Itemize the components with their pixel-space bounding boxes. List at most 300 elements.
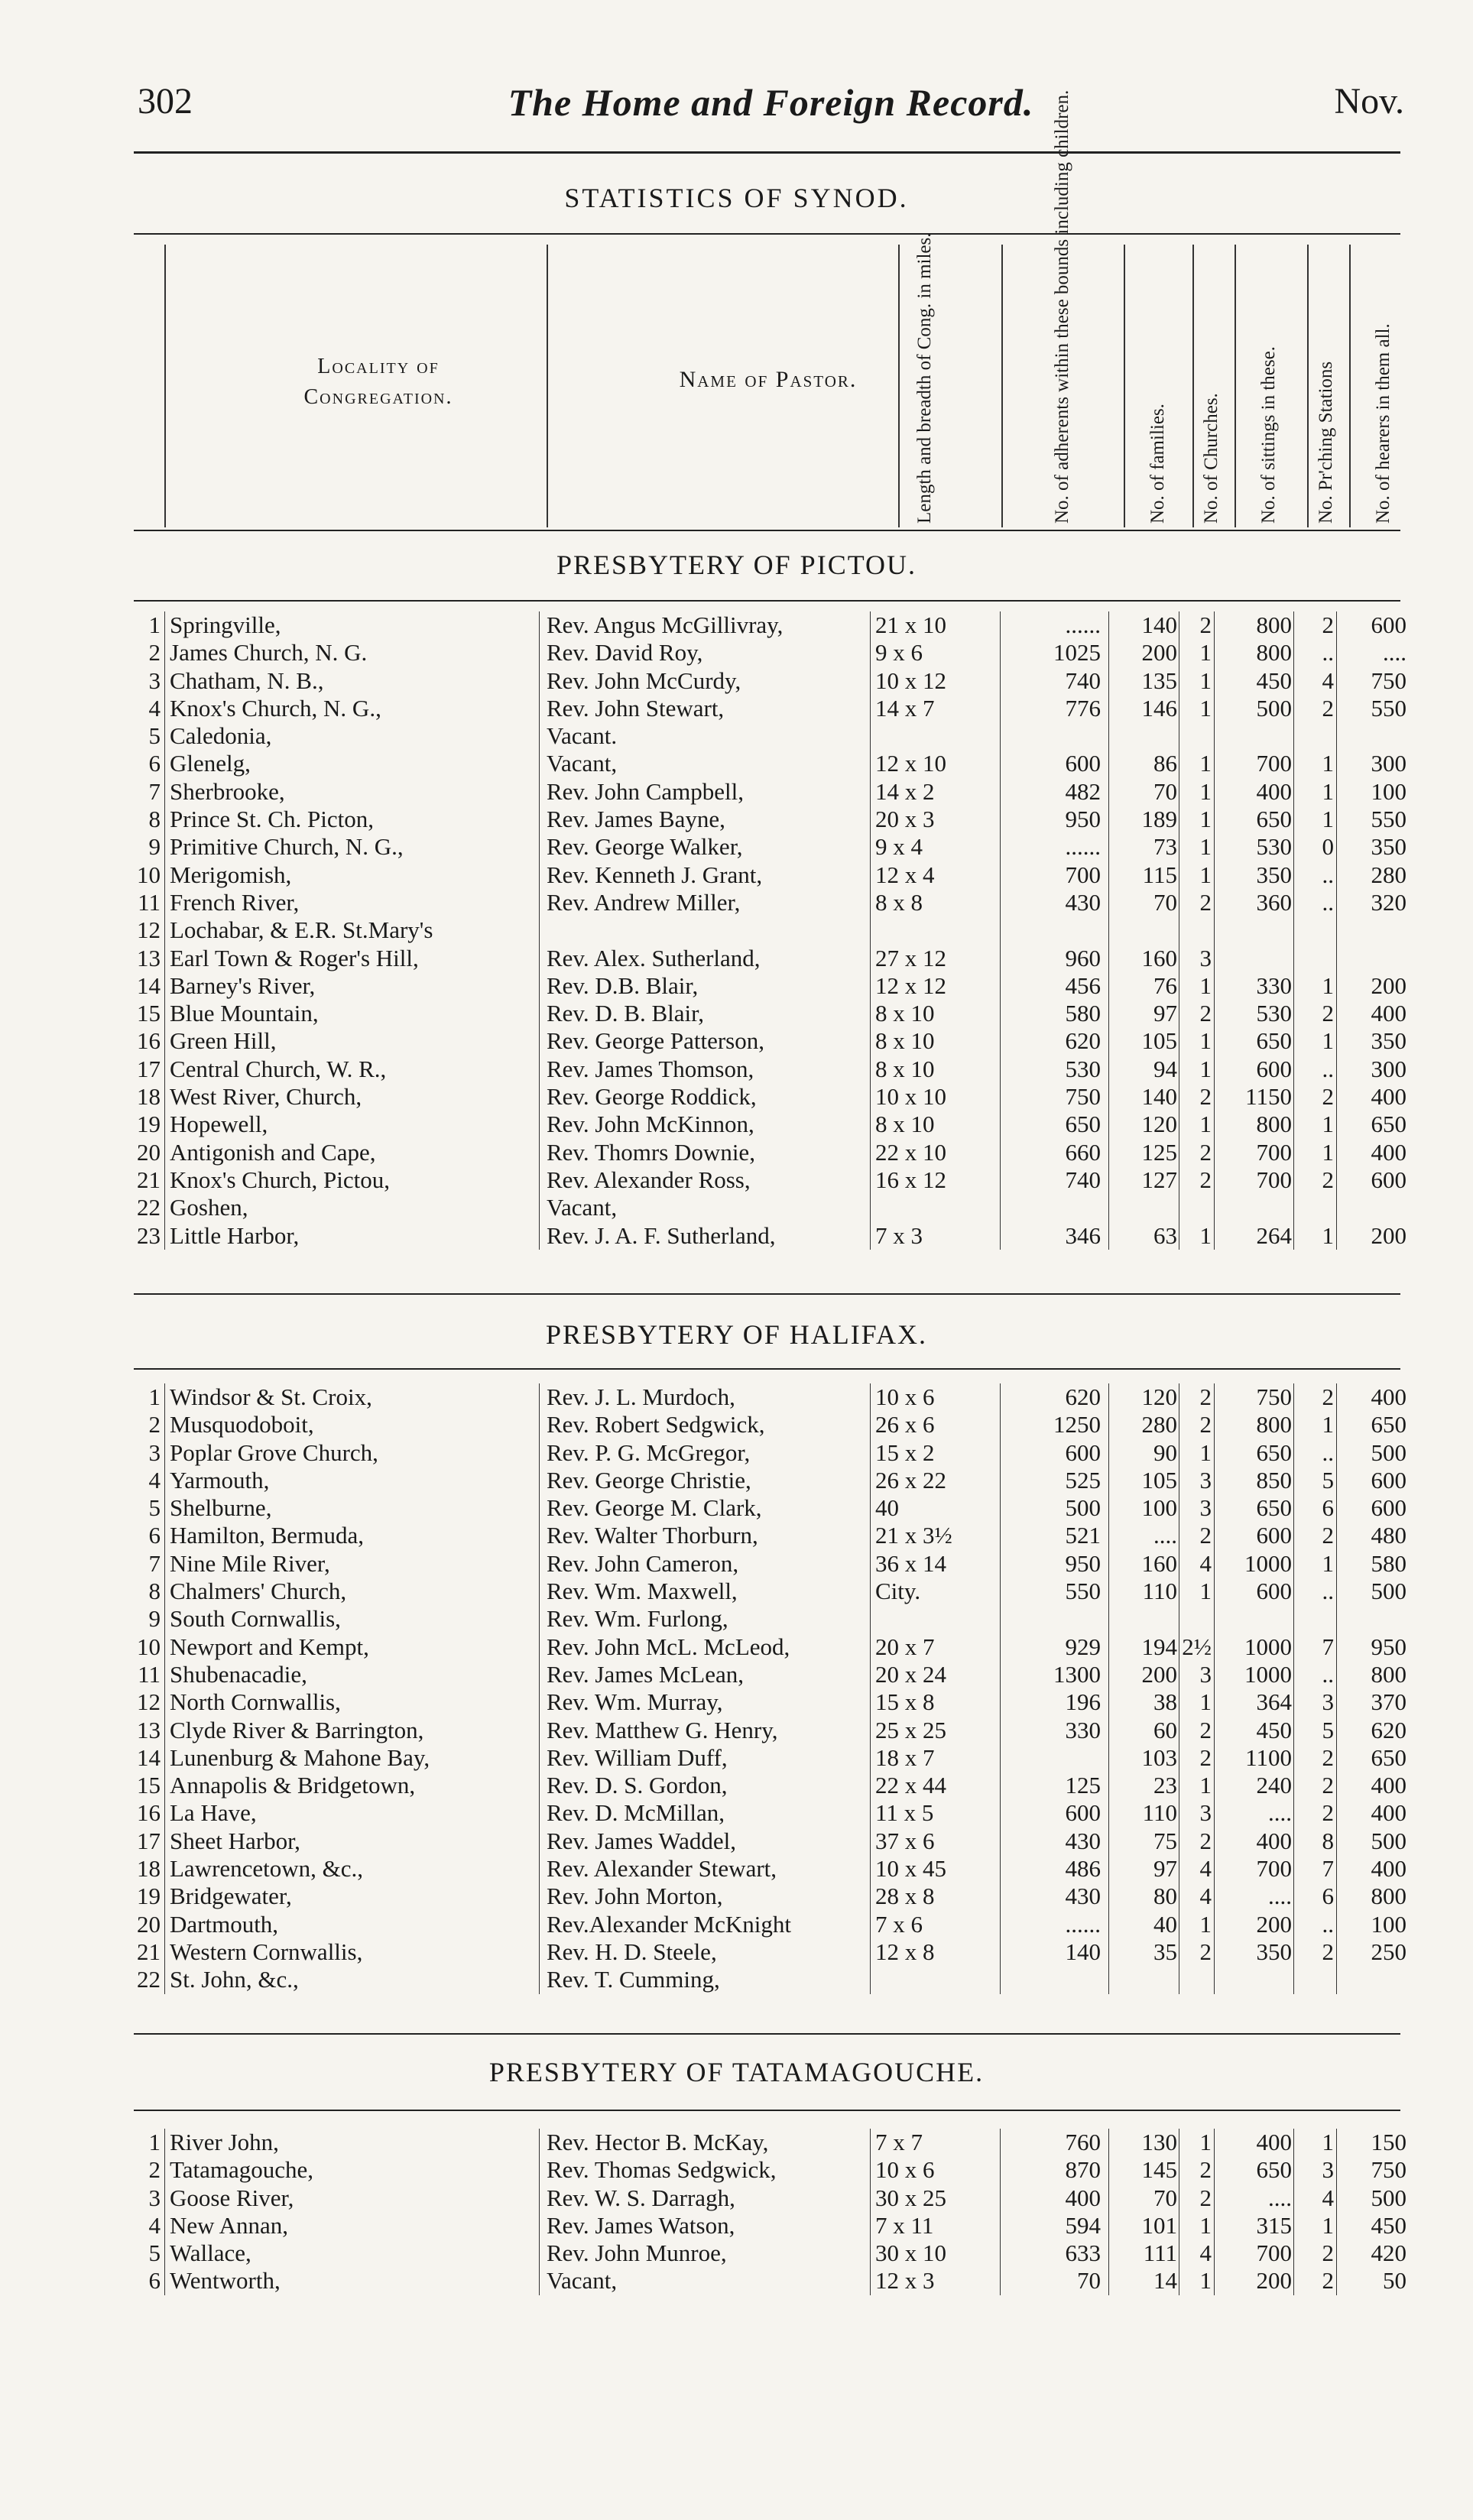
table-row xyxy=(122,945,1399,972)
locality-cell: Musquodoboit, xyxy=(170,1411,314,1438)
column-divider xyxy=(539,1383,540,1994)
pastor-cell: Rev.Alexander McKnight xyxy=(547,1910,791,1938)
stations-cell: 2 xyxy=(1322,2239,1334,2267)
halifax-table xyxy=(122,1383,1406,1994)
stations-cell: 2 xyxy=(1322,1083,1334,1111)
locality-cell: Knox's Church, N. G., xyxy=(170,694,381,722)
sittings-cell: 800 xyxy=(1256,1111,1292,1138)
dimensions-cell: 14 x 2 xyxy=(875,777,935,805)
adherents-cell: 600 xyxy=(1065,1438,1101,1466)
locality-cell: La Have, xyxy=(170,1799,257,1827)
dimensions-cell: 15 x 8 xyxy=(875,1688,935,1716)
stations-cell: 6 xyxy=(1322,1883,1334,1910)
sittings-cell: 530 xyxy=(1256,1000,1292,1027)
adherents-cell: 521 xyxy=(1065,1522,1101,1549)
hearers-cell: 600 xyxy=(1371,1166,1406,1193)
stations-cell: 4 xyxy=(1322,666,1334,694)
churches-cell: 4 xyxy=(1199,1549,1212,1577)
pastor-cell: Rev. Robert Sedgwick, xyxy=(547,1411,765,1438)
locality-cell: Hopewell, xyxy=(170,1111,268,1138)
families-cell: 189 xyxy=(1141,806,1177,833)
pastor-cell: Rev. Wm. Maxwell, xyxy=(547,1578,738,1605)
hearers-cell: 650 xyxy=(1371,1743,1406,1771)
pastor-column-header: Name of Pastor. xyxy=(679,367,858,392)
column-divider xyxy=(539,611,540,1250)
table-row xyxy=(122,1083,1406,1111)
locality-cell: South Cornwallis, xyxy=(170,1605,341,1633)
dimensions-cell: 20 x 24 xyxy=(875,1660,946,1688)
row-number: 18 xyxy=(137,1855,161,1883)
locality-cell: Wentworth, xyxy=(170,2267,281,2295)
journal-title: The Home and Foreign Record. xyxy=(508,81,1034,124)
row-number: 1 xyxy=(148,611,161,638)
sittings-cell: 650 xyxy=(1256,806,1292,833)
column-divider xyxy=(1108,1383,1109,1994)
locality-cell: Shubenacadie, xyxy=(170,1660,307,1688)
churches-cell: 1 xyxy=(1199,806,1212,833)
sittings-cell: 264 xyxy=(1256,1221,1292,1249)
column-divider xyxy=(1000,611,1001,1250)
sittings-cell: 1000 xyxy=(1244,1660,1292,1688)
pastor-cell: Rev. George Walker, xyxy=(547,833,743,861)
dimensions-cell: 18 x 7 xyxy=(875,1743,935,1771)
pastor-cell: Rev. D. McMillan, xyxy=(547,1799,725,1827)
stations-cell: 3 xyxy=(1322,2156,1334,2184)
families-cell: 86 xyxy=(1153,750,1177,777)
dimensions-cell: 16 x 12 xyxy=(875,1166,946,1193)
families-cell: 94 xyxy=(1153,1055,1177,1082)
section-title-tatamagouche: PRESBYTERY OF TATAMAGOUCHE. xyxy=(488,2057,985,2087)
row-number: 10 xyxy=(137,1633,161,1660)
stations-cell: 2 xyxy=(1322,1938,1334,1965)
families-cell: 60 xyxy=(1153,1716,1177,1743)
sittings-cell: 200 xyxy=(1256,1910,1292,1938)
sittings-cell: 650 xyxy=(1256,1438,1292,1466)
sittings-cell: 750 xyxy=(1256,1383,1292,1410)
pastor-cell: Rev. James Waddel, xyxy=(547,1827,737,1854)
dimensions-cell: 12 x 8 xyxy=(875,1938,935,1965)
families-cell: 23 xyxy=(1153,1772,1177,1799)
families-cell: 105 xyxy=(1141,1466,1177,1494)
adherents-cell: 760 xyxy=(1065,2129,1101,2155)
sittings-cell: .... xyxy=(1268,1799,1292,1827)
dimensions-cell: 30 x 10 xyxy=(875,2239,946,2267)
adherents-cell: 700 xyxy=(1065,861,1101,888)
table-row xyxy=(122,1743,1406,1772)
stations-cell: 1 xyxy=(1322,1138,1334,1166)
locality-cell: Shelburne, xyxy=(170,1494,272,1522)
column-divider xyxy=(870,2129,871,2295)
pastor-cell: Rev. George Roddick, xyxy=(547,1083,757,1111)
locality-cell: Little Harbor, xyxy=(170,1221,300,1249)
dimensions-cell: 12 x 3 xyxy=(875,2267,935,2295)
churches-header: No. of Churches. xyxy=(1201,393,1222,524)
adherents-cell: 620 xyxy=(1065,1027,1101,1055)
locality-cell: Yarmouth, xyxy=(170,1466,270,1494)
row-number: 5 xyxy=(148,2239,161,2267)
adherents-cell: 960 xyxy=(1065,944,1101,971)
families-cell: .... xyxy=(1153,1522,1177,1549)
hearers-cell: 480 xyxy=(1371,1522,1406,1549)
families-cell: 194 xyxy=(1141,1633,1177,1660)
locality-cell: North Cornwallis, xyxy=(170,1688,341,1716)
sittings-cell: 350 xyxy=(1256,861,1292,888)
row-number: 15 xyxy=(137,1000,161,1027)
sittings-cell: 650 xyxy=(1256,1027,1292,1055)
row-number: 6 xyxy=(148,750,161,777)
table-row xyxy=(122,1000,1406,1027)
row-number: 3 xyxy=(148,666,161,694)
dimensions-cell: 12 x 4 xyxy=(875,861,935,888)
table-row xyxy=(122,750,1406,777)
row-number: 3 xyxy=(148,2184,161,2211)
dimensions-cell: 37 x 6 xyxy=(875,1827,935,1854)
pastor-cell: Rev. T. Cumming, xyxy=(547,1966,720,1993)
churches-cell: 4 xyxy=(1199,1855,1212,1883)
sittings-cell: .... xyxy=(1268,2184,1292,2211)
hearers-cell: 250 xyxy=(1371,1938,1406,1965)
table-row xyxy=(122,694,1406,722)
churches-cell: 3 xyxy=(1199,1494,1212,1522)
locality-cell: Primitive Church, N. G., xyxy=(170,833,404,861)
hearers-header: No. of hearers in them all. xyxy=(1373,323,1394,524)
hearers-cell: 420 xyxy=(1371,2239,1406,2267)
locality-cell: St. John, &c., xyxy=(170,1966,299,1993)
page-number: 302 xyxy=(138,81,193,122)
stations-cell: 2 xyxy=(1322,1522,1334,1549)
row-number: 16 xyxy=(137,1027,161,1055)
sittings-cell: 400 xyxy=(1256,777,1292,805)
locality-cell: Antigonish and Cape, xyxy=(170,1138,376,1166)
column-divider xyxy=(164,1383,165,1994)
stations-cell: 2 xyxy=(1322,1799,1334,1827)
churches-cell: 1 xyxy=(1199,1772,1212,1799)
adherents-cell: 600 xyxy=(1065,1799,1101,1827)
row-number: 14 xyxy=(137,971,161,999)
dimensions-cell: 11 x 5 xyxy=(875,1799,934,1827)
hearers-cell: 150 xyxy=(1371,2129,1406,2155)
stations-cell: .. xyxy=(1322,888,1334,916)
sittings-cell: 330 xyxy=(1256,971,1292,999)
table-row xyxy=(122,1549,1406,1578)
pastor-cell: Rev. John Munroe, xyxy=(547,2239,727,2267)
churches-cell: 1 xyxy=(1199,1910,1212,1938)
families-cell: 140 xyxy=(1141,611,1177,638)
locality-cell: West River, Church, xyxy=(170,1083,362,1111)
churches-cell: 2 xyxy=(1199,1411,1212,1438)
hearers-cell: 500 xyxy=(1371,1438,1406,1466)
churches-cell: 1 xyxy=(1199,2267,1212,2295)
pastor-cell: Rev. Alexander Ross, xyxy=(547,1166,751,1193)
stations-cell: 5 xyxy=(1322,1716,1334,1743)
churches-cell: 1 xyxy=(1199,1438,1212,1466)
locality-cell: Earl Town & Roger's Hill, xyxy=(170,944,419,971)
stations-cell: 4 xyxy=(1322,2184,1334,2211)
table-row xyxy=(122,1383,1406,1411)
stations-cell: 1 xyxy=(1322,1027,1334,1055)
sittings-cell: 450 xyxy=(1256,1716,1292,1743)
families-cell: 130 xyxy=(1141,2129,1177,2155)
hearers-cell: 400 xyxy=(1371,1855,1406,1883)
locality-cell: New Annan, xyxy=(170,2211,288,2239)
sittings-cell: 700 xyxy=(1256,1138,1292,1166)
table-row xyxy=(122,1716,1406,1744)
hearers-cell: 620 xyxy=(1371,1716,1406,1743)
sittings-cell: 450 xyxy=(1256,666,1292,694)
row-number: 1 xyxy=(148,2129,161,2155)
row-number: 6 xyxy=(148,1522,161,1549)
adherents-cell: 456 xyxy=(1065,971,1101,999)
churches-cell: 2 xyxy=(1199,1716,1212,1743)
stations-cell: .. xyxy=(1322,639,1334,666)
section-rule xyxy=(134,2110,1400,2111)
table-row xyxy=(122,1772,1406,1799)
adherents-cell: 950 xyxy=(1065,806,1101,833)
pastor-cell: Rev. John Campbell, xyxy=(547,777,745,805)
stations-cell: .. xyxy=(1322,1578,1334,1605)
families-cell: 200 xyxy=(1141,639,1177,666)
column-header-bottom-rule xyxy=(134,530,1400,531)
pastor-cell: Rev. John McL. McLeod, xyxy=(547,1633,790,1660)
table-row xyxy=(122,777,1406,806)
row-number: 7 xyxy=(148,1549,161,1577)
sittings-header: No. of sittings in these. xyxy=(1258,346,1279,524)
row-number: 19 xyxy=(137,1111,161,1138)
locality-cell: Sheet Harbor, xyxy=(170,1827,300,1854)
pastor-cell: Rev. J. A. F. Sutherland, xyxy=(547,1221,776,1249)
pastor-cell: Rev. James Thomson, xyxy=(547,1055,754,1082)
churches-cell: 2 xyxy=(1199,1938,1212,1965)
row-number: 4 xyxy=(148,1466,161,1494)
families-header: No. of families. xyxy=(1147,404,1168,524)
dimensions-cell: 10 x 6 xyxy=(875,2156,935,2184)
adherents-cell: ...... xyxy=(1065,611,1101,638)
sittings-cell: 1100 xyxy=(1245,1743,1292,1771)
hearers-cell: 950 xyxy=(1371,1633,1406,1660)
sittings-cell: 400 xyxy=(1256,2129,1292,2155)
adherents-cell: 70 xyxy=(1077,2267,1101,2295)
sittings-cell: 850 xyxy=(1256,1466,1292,1494)
families-cell: 73 xyxy=(1153,833,1177,861)
adherents-header: No. of adherents within these bounds including children. xyxy=(1052,89,1072,524)
table-row xyxy=(122,639,1406,666)
churches-cell: 1 xyxy=(1199,750,1212,777)
families-cell: 120 xyxy=(1141,1111,1177,1138)
row-number: 17 xyxy=(137,1827,161,1854)
churches-cell: 1 xyxy=(1199,639,1212,666)
row-number: 9 xyxy=(148,1605,161,1633)
dimensions-cell: 9 x 4 xyxy=(875,833,923,861)
column-divider xyxy=(1336,2129,1337,2295)
stations-cell: 1 xyxy=(1322,1111,1334,1138)
adherents-cell: 500 xyxy=(1065,1494,1101,1522)
pastor-cell: Rev. Thomrs Downie, xyxy=(547,1138,755,1166)
pastor-cell: Rev. D.B. Blair, xyxy=(547,971,699,999)
table-row xyxy=(122,1221,1406,1250)
statistics-title: STATISTICS OF SYNOD. xyxy=(564,183,909,213)
churches-cell: 3 xyxy=(1199,1660,1212,1688)
dimensions-cell: 10 x 45 xyxy=(875,1855,946,1883)
pastor-cell: Rev. Wm. Furlong, xyxy=(547,1605,728,1633)
column-divider xyxy=(1000,1383,1001,1994)
column-divider xyxy=(1214,611,1215,1250)
locality-cell: Annapolis & Bridgetown, xyxy=(170,1772,416,1799)
churches-cell: 1 xyxy=(1199,777,1212,805)
adherents-cell: 870 xyxy=(1065,2156,1101,2184)
churches-cell: 2 xyxy=(1199,611,1212,638)
stations-cell: 0 xyxy=(1322,833,1334,861)
row-number: 13 xyxy=(137,944,161,971)
hearers-cell: 300 xyxy=(1371,1055,1406,1082)
table-row xyxy=(122,611,1406,639)
sittings-cell: 200 xyxy=(1256,2267,1292,2295)
locality-cell: Barney's River, xyxy=(170,971,316,999)
locality-cell: Glenelg, xyxy=(170,750,251,777)
families-cell: 115 xyxy=(1142,861,1177,888)
pastor-cell: Rev. D. B. Blair, xyxy=(547,1000,704,1027)
hearers-cell: 50 xyxy=(1383,2267,1406,2295)
hearers-cell: 550 xyxy=(1371,806,1406,833)
table-row xyxy=(122,1966,1399,1993)
families-cell: 111 xyxy=(1143,2239,1177,2267)
adherents-cell: ...... xyxy=(1065,833,1101,861)
dimensions-cell: 8 x 8 xyxy=(875,888,923,916)
churches-cell: 2 xyxy=(1199,1083,1212,1111)
dimensions-cell: 15 x 2 xyxy=(875,1438,935,1466)
locality-cell: Hamilton, Bermuda, xyxy=(170,1522,364,1549)
families-cell: 140 xyxy=(1141,1083,1177,1111)
adherents-cell: 1025 xyxy=(1053,639,1101,666)
table-row xyxy=(122,1578,1406,1605)
adherents-cell: 1300 xyxy=(1053,1660,1101,1688)
pastor-cell: Rev. John McKinnon, xyxy=(547,1111,754,1138)
sittings-cell: 530 xyxy=(1256,833,1292,861)
families-cell: 200 xyxy=(1141,1660,1177,1688)
row-number: 12 xyxy=(137,916,161,944)
pictou-table xyxy=(122,611,1406,1250)
pastor-cell: Rev. William Duff, xyxy=(547,1743,728,1771)
locality-cell: Newport and Kempt, xyxy=(170,1633,369,1660)
header-rule xyxy=(134,151,1400,154)
locality-cell: Chatham, N. B., xyxy=(170,666,324,694)
column-divider xyxy=(1214,2129,1215,2295)
locality-cell: Nine Mile River, xyxy=(170,1549,330,1577)
row-number: 21 xyxy=(137,1166,161,1193)
families-cell: 70 xyxy=(1153,777,1177,805)
table-row xyxy=(122,1633,1406,1661)
hearers-cell: 400 xyxy=(1371,1083,1406,1111)
stations-cell: 2 xyxy=(1322,1166,1334,1193)
table-row xyxy=(122,806,1406,833)
stations-cell: 1 xyxy=(1322,1549,1334,1577)
hearers-cell: 600 xyxy=(1371,611,1406,638)
column-divider xyxy=(1001,245,1003,527)
adherents-cell: 482 xyxy=(1065,777,1101,805)
hearers-cell: 800 xyxy=(1371,1660,1406,1688)
row-number: 13 xyxy=(137,1716,161,1743)
sittings-cell: 1000 xyxy=(1244,1633,1292,1660)
section-rule xyxy=(134,600,1400,602)
churches-cell: 2 xyxy=(1199,2184,1212,2211)
pastor-cell: Rev. Angus McGillivray, xyxy=(547,611,784,638)
pastor-cell: Rev. James McLean, xyxy=(547,1660,744,1688)
dimensions-cell: 36 x 14 xyxy=(875,1549,946,1577)
locality-cell: Blue Mountain, xyxy=(170,1000,319,1027)
pastor-cell: Rev. James Watson, xyxy=(547,2211,735,2239)
table-row xyxy=(122,1855,1406,1883)
hearers-cell: 500 xyxy=(1371,2184,1406,2211)
churches-cell: 1 xyxy=(1199,1221,1212,1249)
locality-header-line2: Congregation. xyxy=(303,385,453,409)
sittings-cell: 360 xyxy=(1256,888,1292,916)
pastor-cell: Rev. George M. Clark, xyxy=(547,1494,762,1522)
table-row xyxy=(122,1688,1406,1716)
table-row xyxy=(122,2129,1406,2156)
column-divider xyxy=(1293,2129,1294,2295)
table-row xyxy=(122,1910,1406,1938)
sittings-cell: 800 xyxy=(1256,639,1292,666)
table-row xyxy=(122,1438,1406,1467)
churches-cell: 1 xyxy=(1199,1688,1212,1716)
families-cell: 101 xyxy=(1141,2211,1177,2239)
hearers-cell: 800 xyxy=(1371,1883,1406,1910)
sittings-cell: 800 xyxy=(1256,1411,1292,1438)
pastor-cell: Rev. John Stewart, xyxy=(547,694,725,722)
hearers-cell: 200 xyxy=(1371,971,1406,999)
table-row xyxy=(122,1055,1406,1083)
locality-cell: River John, xyxy=(170,2129,279,2155)
row-number: 16 xyxy=(137,1799,161,1827)
table-row xyxy=(122,1138,1406,1166)
table-row xyxy=(122,2239,1406,2267)
table-row xyxy=(122,1194,1399,1221)
dimensions-cell: 28 x 8 xyxy=(875,1883,935,1910)
stations-cell: 5 xyxy=(1322,1466,1334,1494)
length-breadth-header: Length and breadth of Cong. in miles. xyxy=(914,232,935,524)
families-cell: 146 xyxy=(1141,694,1177,722)
sittings-cell: 240 xyxy=(1256,1772,1292,1799)
families-cell: 97 xyxy=(1153,1000,1177,1027)
dimensions-cell: 20 x 3 xyxy=(875,806,935,833)
row-number: 5 xyxy=(148,1494,161,1522)
row-number: 19 xyxy=(137,1883,161,1910)
hearers-cell: 500 xyxy=(1371,1827,1406,1854)
hearers-cell: 600 xyxy=(1371,1494,1406,1522)
adherents-cell: 600 xyxy=(1065,750,1101,777)
churches-cell: 2 xyxy=(1199,888,1212,916)
row-number: 15 xyxy=(137,1772,161,1799)
sittings-cell: .... xyxy=(1268,1883,1292,1910)
churches-cell: 1 xyxy=(1199,1055,1212,1082)
adherents-cell: 430 xyxy=(1065,888,1101,916)
column-divider xyxy=(1336,611,1337,1250)
dimensions-cell: City. xyxy=(875,1578,921,1605)
families-cell: 14 xyxy=(1153,2267,1177,2295)
row-number: 10 xyxy=(137,861,161,888)
churches-cell: 2 xyxy=(1199,1000,1212,1027)
row-number: 6 xyxy=(148,2267,161,2295)
hearers-cell: 280 xyxy=(1371,861,1406,888)
column-divider xyxy=(1000,2129,1001,2295)
dimensions-cell: 21 x 10 xyxy=(875,611,946,638)
row-number: 1 xyxy=(148,1383,161,1410)
stations-cell: 1 xyxy=(1322,777,1334,805)
section-title-halifax: PRESBYTERY OF HALIFAX. xyxy=(545,1319,928,1350)
pastor-cell: Rev. Wm. Murray, xyxy=(547,1688,723,1716)
row-number: 7 xyxy=(148,777,161,805)
column-divider xyxy=(164,2129,165,2295)
pastor-cell: Rev. Alexander Stewart, xyxy=(547,1855,777,1883)
